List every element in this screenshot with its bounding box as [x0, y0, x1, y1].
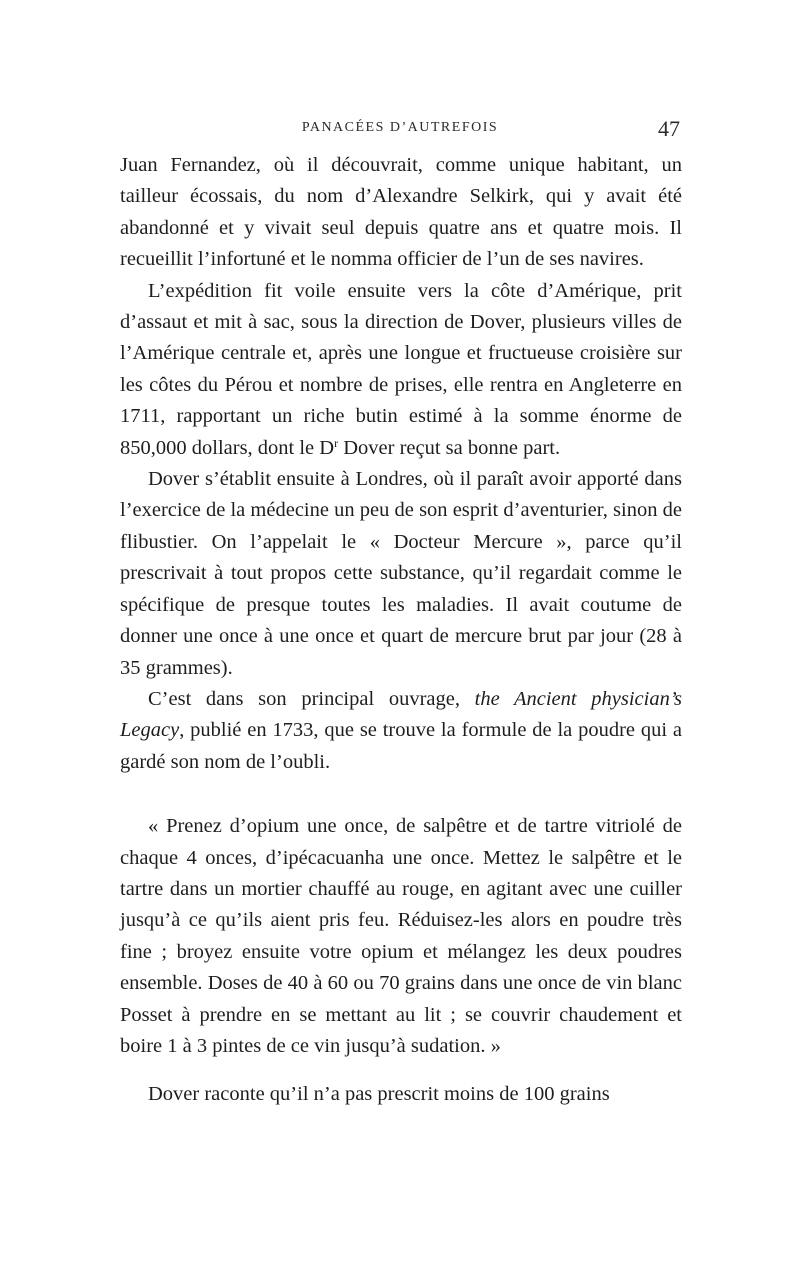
paragraph-legacy-end: , publié en 1733, que se trouve la formule de la poudre qui a gardé son nom de l’oubli. — [120, 719, 682, 773]
running-head — [120, 116, 680, 140]
doctor-abbreviation: D — [319, 436, 335, 459]
paragraph-continuation: Juan Fernandez, où il découvrait, comme unique habitant, un tailleur écossais, du nom d’Alexandre Selkirk, qui y avait été abandonné et y vivait seul depuis quatre ans et quatre mois. Il recueillit l’infortuné et le nomma officier de l’un de ses navires. — [120, 154, 682, 271]
paragraph-london: Dover s’établit ensuite à Londres, où il paraît avoir apporté dans l’exercice de la médecine un peu de son esprit d’aventurier, sinon de flibustier. On l’appelait le « Docteur Mercure », parce qu’il prescrivait à tout propos cette substance, qu’il regardait comme le spécifique de presque toutes les maladies. Il avait coutume de donner une once à une once et quart de mercure brut par jour (28 à 35 grammes). — [120, 468, 682, 679]
page-number: 47 — [658, 116, 680, 141]
book-title: the Ancient physician’s Legacy — [120, 687, 682, 742]
recipe-quotation: « Prenez d’opium une once, de salpêtre et de tartre vitriolé de chaque 4 onces, d’ipécacuanha une once. Mettez le salpêtre et le tartre dans un mortier chauffé au rouge, en agitant avec une cuiller jusqu’à ce qu’ils aient pris feu. Réduisez-les alors en poudre très fine ; broyez ensuite votre opium et mélangez les deux poudres ensemble. Doses de 40 à 60 ou 70 grains dans une once de vin blanc Posset à prendre en se mettant au lit ; se couvrir chaudement et boire 1 à 3 pintes de ce vin jusqu’à sudation. » — [120, 815, 682, 1057]
doctor-abbreviation-superscript: r — [334, 435, 339, 450]
paragraph-expedition — [120, 276, 682, 464]
paragraph-expedition-end: Dover reçut sa bonne part. — [338, 436, 561, 459]
running-title: PANACÉES D’AUTREFOIS — [301, 120, 499, 135]
paragraph-legacy — [120, 684, 682, 778]
paragraph-expedition-text: L’expédition fit voile ensuite vers la côte d’Amérique, prit d’assaut et mit à sac, sous la direction de Dover, plusieurs villes de l’Amérique centrale et, après une longue et fructueuse croisière sur les côtes du Pérou et nombre de prises, elle rentra en Angleterre en 1711, rapportant un riche butin estimé à la somme énorme de 850,000 dollars, dont le — [120, 279, 682, 459]
body-text — [120, 150, 682, 1111]
paragraph-legacy-start: C’est dans son principal ouvrage, — [148, 687, 475, 710]
paragraph-final: Dover raconte qu’il n’a pas prescrit moins de 100 grains — [148, 1083, 610, 1106]
